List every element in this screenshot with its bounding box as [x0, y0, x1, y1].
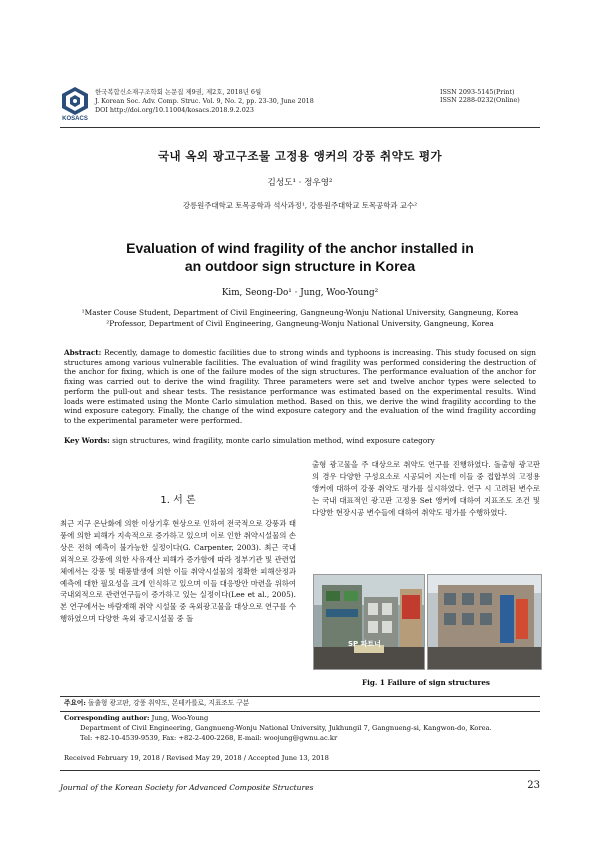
- keywords-label: Key Words:: [64, 436, 110, 445]
- affiliation-korean: 강릉원주대학교 토목공학과 석사과정¹, 강릉원주대학교 토목공학과 교수²: [182, 201, 418, 210]
- journal-name-en: J. Korean Soc. Adv. Comp. Struc. Vol. 9, No. 2, pp. 23-30, June 2018: [95, 97, 314, 105]
- footer-rule: [60, 770, 540, 771]
- left-column-paragraph: 최근 지구 온난화에 의한 이상기후 현상으로 인하여 전국적으로 강풍과 태풍에 의한 피해가 지속적으로 증가하고 있으며 이로 인한 취약시설물의 손상은 전혀 예측이 불가능한 실정이다(G. Carpenter, 2003). 최근 국내외적으로 강풍에 의한 사유재산 피해가 증가함에 따라 정부기관 및 관련업체에서는 강풍 및 태풍발생에 의한 이들 취약시설물의 정확한 피해산정과 예측에 대한 필요성을 크게 인식하고 있으며 이들 대응방안 마련을 위하여 국내외적으로 관련연구들이 증가하고 있는 실정이다(Lee et al., 2005). 본 연구에서는 바람재해 취약 시설물 중 옥외광고물을 대상으로 연구를 수행하였으며 다양한 옥외 광고시설물 중 돌: [60, 519, 296, 624]
- keywords: [64, 436, 536, 446]
- authors-korean: 김성도¹ · 정우영²: [267, 178, 333, 188]
- abstract-text: Recently, damage to domestic facilities due to strong winds and typhoons is increasing. This study focused on sign structures among various vulnerable facilities. The evaluation of wind fragility was performed considering the destruction of the anchor for fixing, which is one of the failure modes of the sign structures. The performance evaluation of the anchor for fixing was carried out to derive the wind fragility. Three parameters were set and twelve anchor types were selected to perform the pull-out and shear tests. The resistance performance was estimated based on the experimental results. Wind loads were estimated using the Monte Carlo simulation method. Based on this, we derive the wind fragility according to the wind exposure category. Finally, the change of the wind exposure category and the evaluation of the wind fragility according to the experimental parameter were performed.: [64, 348, 536, 425]
- received-dates: Received February 19, 2018 / Revised May 29, 2018 / Accepted June 13, 2018: [64, 754, 329, 762]
- korean-keywords-text: 돌출형 광고판, 강풍 취약도, 몬테카를로, 지표조도 구분: [88, 699, 250, 707]
- footnote-rule-top: [60, 696, 540, 697]
- corresponding-contact: Tel: +82-10-4539-9539, Fax: +82-2-400-2268, E-mail: woojung@gwnu.ac.kr: [80, 734, 338, 742]
- kosacs-logo-icon: [60, 86, 90, 116]
- building-photo-right-icon: [428, 575, 541, 669]
- affiliation-english-2: ²Professor, Department of Civil Engineering, Gangneung-Wonju National University, Gangneung, Korea: [106, 319, 494, 328]
- building-photo-left-icon: [314, 575, 424, 669]
- authors-english: Kim, Seong-Do¹ · Jung, Woo-Young²: [221, 288, 379, 298]
- corresponding-label: Corresponding author:: [64, 714, 150, 722]
- journal-logo: [60, 86, 90, 126]
- korean-keywords-label: 주요어:: [64, 699, 86, 707]
- logo-label: KOSACS: [62, 116, 88, 122]
- title-korean: 국내 옥외 광고구조물 고정용 앵커의 강풍 취약도 평가: [157, 149, 443, 163]
- title-english-line2: an outdoor sign structure in Korea: [184, 258, 416, 274]
- doi: DOI http://doi.org/10.11004/kosacs.2018.9.2.023: [95, 106, 254, 114]
- journal-name-kr: 한국복합신소재구조학회 논문집 제9권, 제2호, 2018년 6월: [95, 88, 262, 96]
- keywords-text: sign structures, wind fragility, monte carlo simulation method, wind exposure category: [112, 436, 435, 445]
- figure-photo-left: [313, 574, 425, 670]
- figure-photo-right: [427, 574, 542, 670]
- header-rule: [60, 127, 540, 128]
- issn-print: ISSN 2093-5145(Print): [440, 88, 515, 96]
- right-column-paragraph: 출형 광고물을 주 대상으로 취약도 연구를 진행하였다. 돌출형 광고판의 경우 다양한 구성요소로 시공되어 지는데 이들 중 접합부의 고정용 앵커에 대하여 강풍 취약도 평가를 실시하였다. 연구 시 고려된 변수로는 국내 대표적인 광고판 고정용 Set 앵커에 대하여 지표조도 조건 및 다양한 현장시공 변수들에 대하여 취약도 평가를 수행하였다.: [312, 460, 540, 517]
- page-number: 23: [527, 780, 540, 791]
- figure-caption: Fig. 1 Failure of sign structures: [362, 678, 490, 687]
- abstract: [64, 348, 536, 426]
- abstract-label: Abstract:: [64, 348, 102, 357]
- section-heading-introduction: 1. 서 론: [160, 495, 196, 506]
- corresponding-address: Department of Civil Engineering, Gangnueng-Wonju National University, Jukhungil 7, Gangnueng-si, Kangwon-do, Korea.: [80, 724, 492, 732]
- issn-online: ISSN 2288-0232(Online): [440, 96, 520, 104]
- photo-watermark: SP 파트너: [348, 640, 381, 648]
- korean-keywords: [64, 699, 249, 708]
- corresponding-author: [64, 714, 208, 723]
- title-english-line1: Evaluation of wind fragility of the anchor installed in: [126, 240, 474, 256]
- right-column-text: [312, 459, 540, 519]
- footer-journal-name: Journal of the Korean Society for Advanced Composite Structures: [60, 783, 314, 792]
- affiliation-english-1: ¹Master Couse Student, Department of Civil Engineering, Gangneung-Wonju National University, Gangneung, Korea: [81, 308, 519, 317]
- corresponding-name: Jung, Woo-Young: [151, 714, 209, 722]
- left-column-text: [60, 518, 296, 625]
- footnote-rule-middle: [60, 711, 540, 712]
